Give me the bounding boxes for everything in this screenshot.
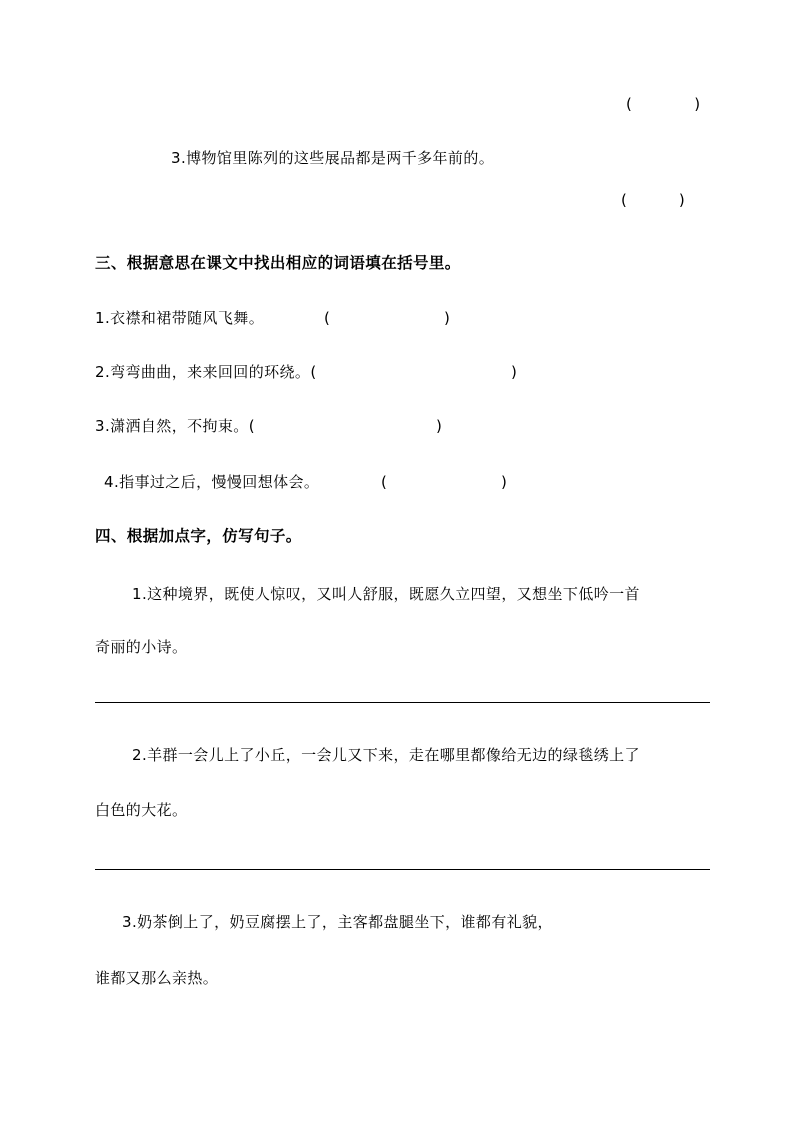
answer-bracket-q3: ( ): [621, 191, 686, 209]
answer-line-1: [95, 702, 710, 703]
question-item-3: 3.博物馆里陈列的这些展品都是两千多年前的。: [171, 149, 495, 167]
section-3-item-1: 1.衣襟和裙带随风飞舞。: [95, 309, 265, 327]
section-3-item-2-bracket: ): [511, 363, 518, 381]
section-4-item-2-line-1: 2.羊群一会儿上了小丘，一会儿又下来，走在哪里都像给无边的绿毯绣上了: [132, 746, 640, 764]
section-3-item-3: 3.潇洒自然，不拘束。(: [95, 417, 255, 435]
section-3-item-1-bracket: ( ): [324, 309, 451, 327]
section-4-item-3-line-2: 谁都又那么亲热。: [95, 969, 219, 987]
section-4-item-3-line-1: 3.奶茶倒上了，奶豆腐摆上了，主客都盘腿坐下，谁都有礼貌，: [122, 913, 553, 931]
answer-line-2: [95, 869, 710, 870]
answer-bracket-q2: ( ): [626, 95, 701, 113]
section-3-item-3-bracket: ): [436, 417, 443, 435]
section-4-item-1-line-2: 奇丽的小诗。: [95, 638, 188, 656]
section-4-item-1-line-1: 1.这种境界，既使人惊叹，又叫人舒服，既愿久立四望，又想坐下低吟一首: [132, 585, 640, 603]
section-4-heading: 四、根据加点字，仿写句子。: [95, 527, 302, 545]
section-4-item-2-line-2: 白色的大花。: [95, 801, 188, 819]
section-3-item-4: 4.指事过之后，慢慢回想体会。: [104, 473, 320, 491]
section-3-heading: 三、根据意思在课文中找出相应的词语填在括号里。: [95, 254, 461, 272]
section-3-item-2: 2.弯弯曲曲，来来回回的环绕。(: [95, 363, 317, 381]
section-3-item-4-bracket: ( ): [381, 473, 508, 491]
